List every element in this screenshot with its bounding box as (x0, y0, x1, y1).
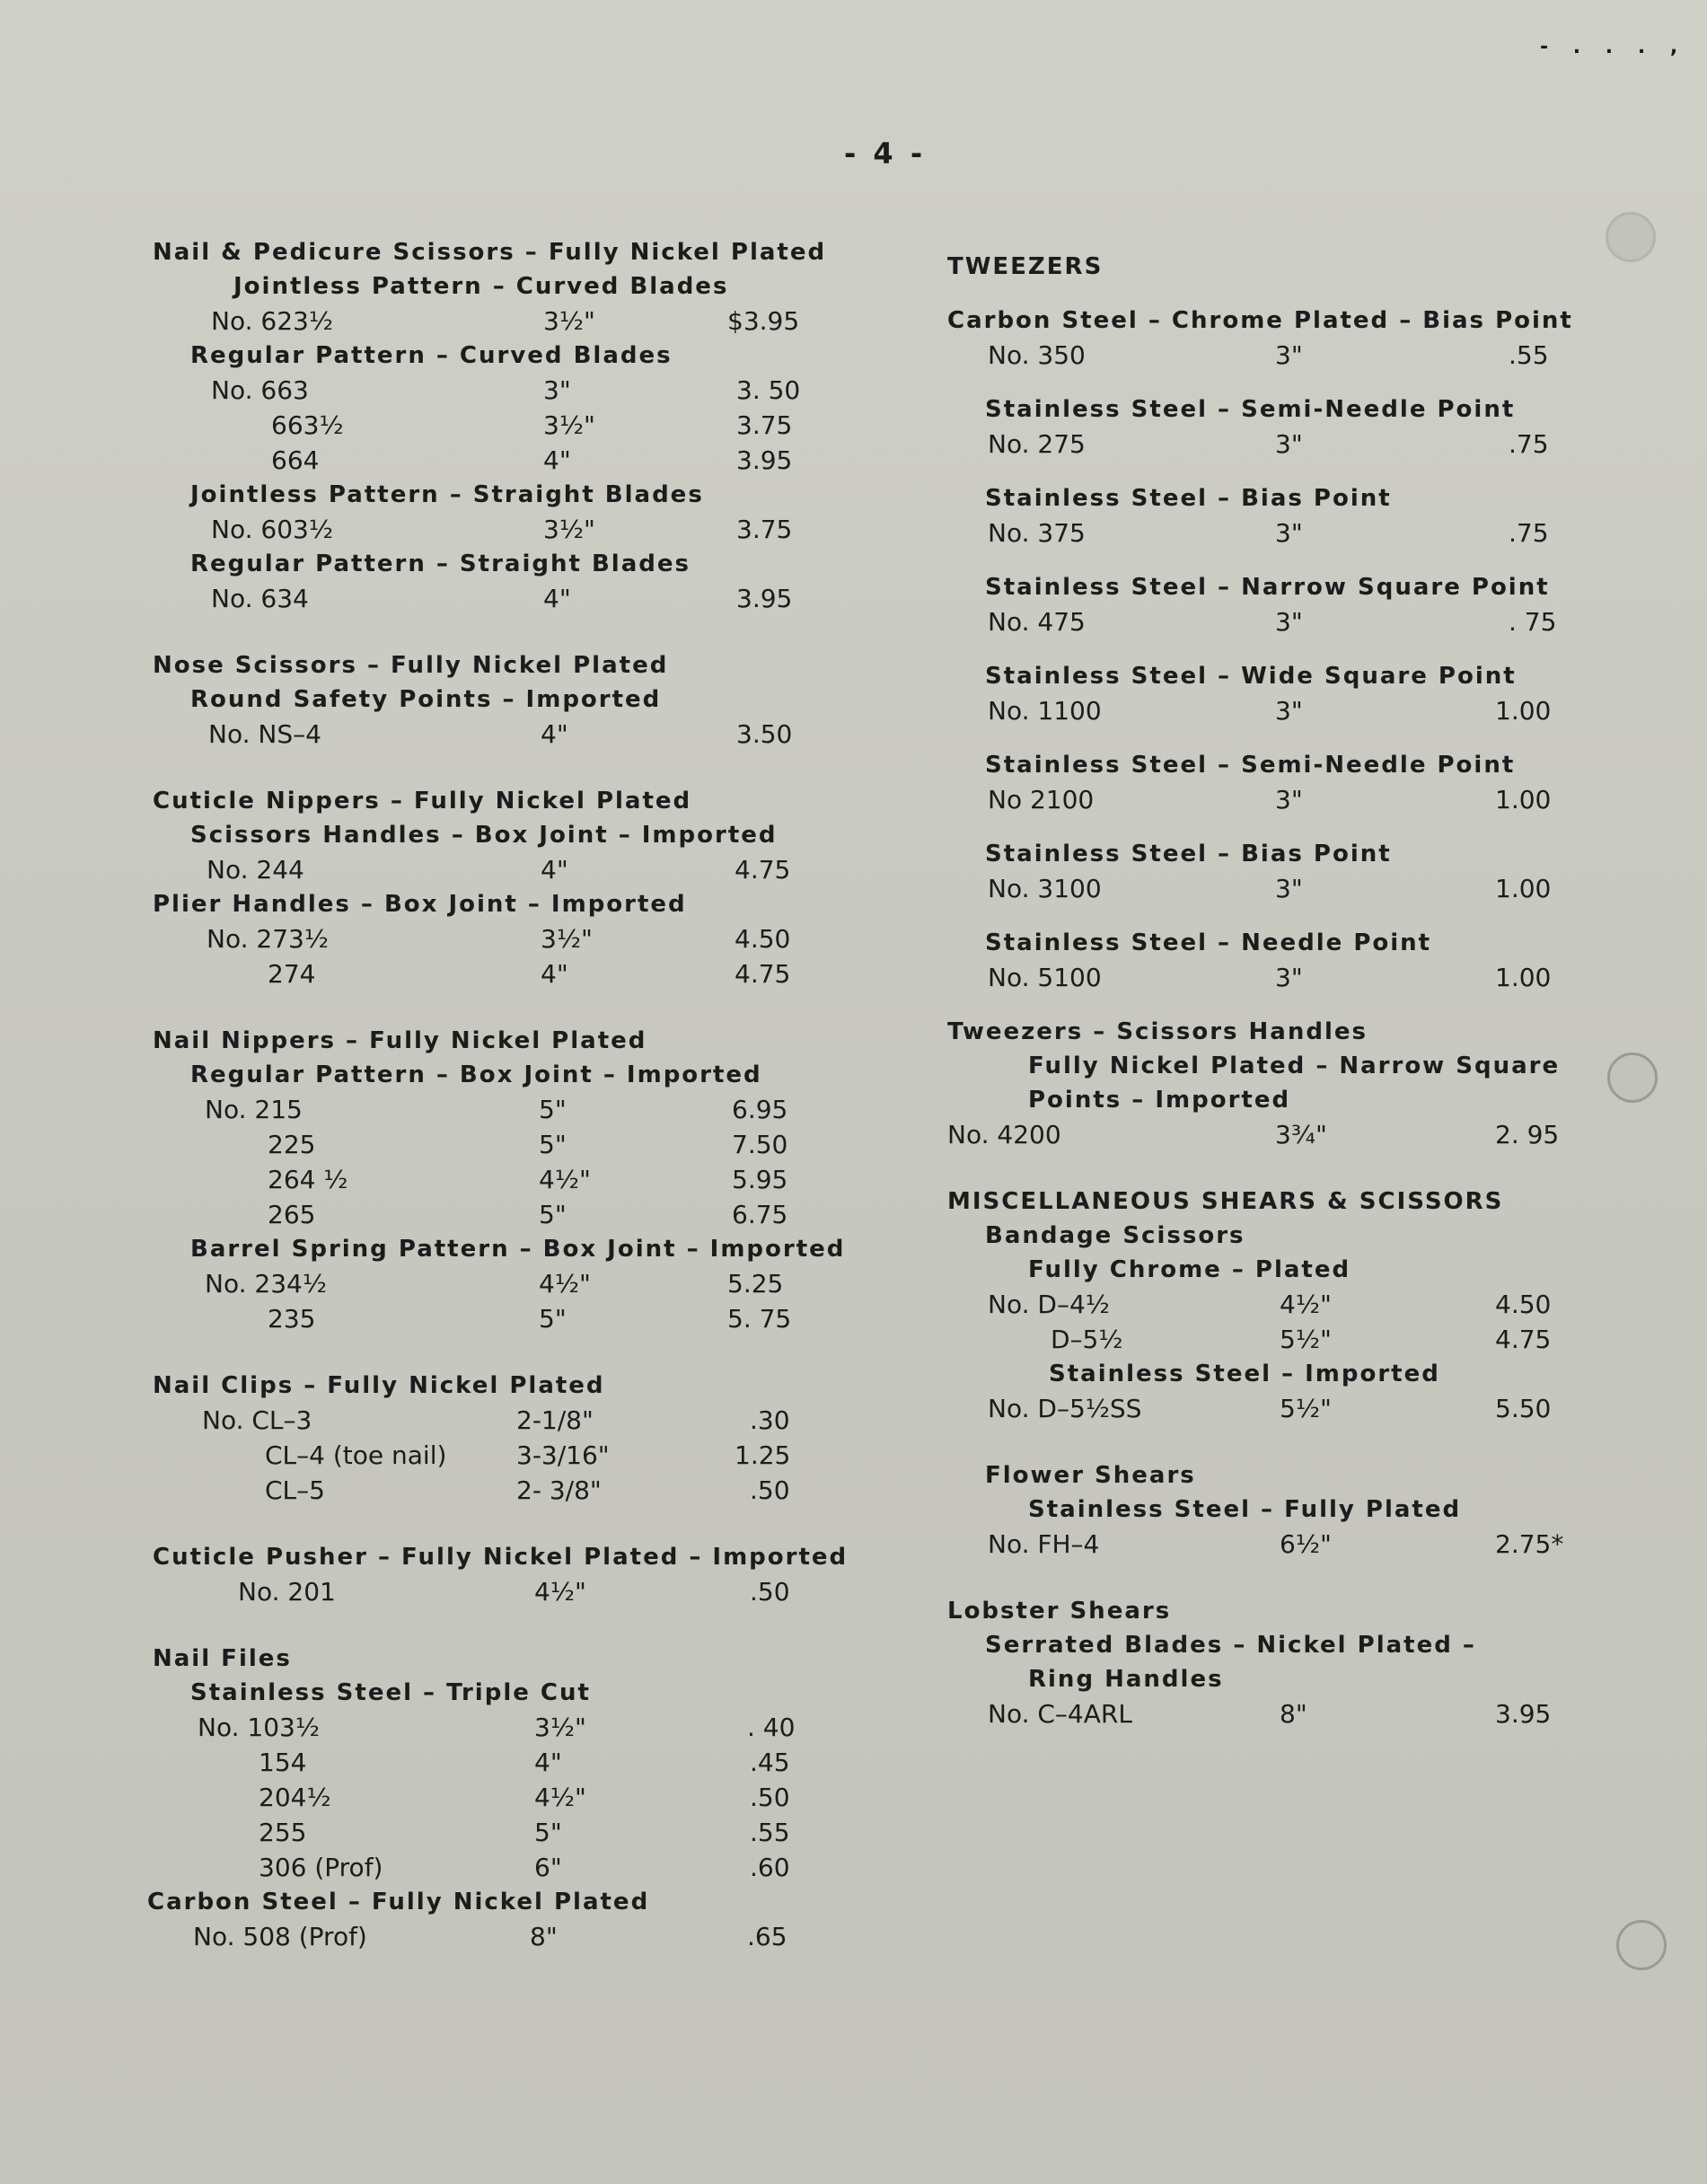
item-price: 1.25 (735, 1440, 791, 1470)
subsection-title: Carbon Steel – Fully Nickel Plated (147, 1889, 650, 1915)
item-price: . 75 (1509, 607, 1557, 637)
subsection-title: Fully Nickel Plated – Narrow Square (1028, 1052, 1561, 1079)
item-price: 4.50 (735, 924, 791, 954)
price-row (153, 921, 799, 956)
item-number: No. 244 (207, 855, 304, 885)
item-size: 3-3/16" (516, 1440, 610, 1470)
item-number: No. 508 (Prof) (193, 1922, 367, 1951)
price-row (153, 1162, 799, 1197)
item-size: 5" (539, 1130, 567, 1159)
price-row (153, 1092, 799, 1127)
price-row (153, 1197, 799, 1232)
item-price: 2.75* (1495, 1529, 1564, 1559)
item-number: No. 375 (988, 518, 1086, 548)
item-size: 4½" (539, 1165, 591, 1194)
item-size: 4½" (539, 1269, 591, 1299)
item-number: 204½ (259, 1783, 331, 1812)
subsection-title: Ring Handles (1028, 1666, 1224, 1693)
punch-hole (1606, 212, 1656, 262)
price-row (947, 1527, 1594, 1562)
item-number: 264 ½ (268, 1165, 348, 1194)
item-size: 3½" (543, 306, 595, 336)
subsection-title: Jointless Pattern – Curved Blades (233, 273, 729, 300)
item-number: 235 (268, 1304, 316, 1334)
tweezer-desc: Carbon Steel – Chrome Plated – Bias Point (947, 307, 1573, 334)
page-number: - 4 - (844, 136, 927, 171)
item-size: 3" (1275, 607, 1303, 637)
price-row (947, 604, 1594, 639)
item-price: 5.25 (727, 1269, 784, 1299)
price-row (153, 1815, 799, 1850)
price-row (153, 1919, 799, 1954)
item-number: 306 (Prof) (259, 1853, 383, 1882)
subsection-title: Stainless Steel – Fully Plated (1028, 1496, 1462, 1523)
item-number: No. 1100 (988, 696, 1102, 726)
item-price: 3.75 (736, 410, 793, 440)
item-number: No. C–4ARL (988, 1699, 1132, 1729)
item-size: 4" (541, 855, 568, 885)
price-row (947, 1391, 1594, 1426)
price-row (947, 871, 1594, 906)
item-price: 2. 95 (1495, 1120, 1560, 1149)
item-number: No. 634 (211, 584, 309, 613)
item-size: 2- 3/8" (516, 1475, 602, 1505)
item-number: No. 273½ (207, 924, 329, 954)
item-number: 154 (259, 1748, 307, 1777)
section-title: Nail Nippers – Fully Nickel Plated (153, 1027, 647, 1054)
price-row (153, 1127, 799, 1162)
item-number: D–5½ (1051, 1325, 1123, 1354)
item-price: 3.50 (736, 719, 793, 749)
price-row (947, 1117, 1594, 1152)
item-size: 3" (1275, 518, 1303, 548)
item-number: No. 215 (205, 1095, 303, 1124)
item-price: .60 (750, 1853, 790, 1882)
section-title: TWEEZERS (947, 253, 1104, 280)
subsection-title: Lobster Shears (947, 1598, 1172, 1625)
subsection-title: Scissors Handles – Box Joint – Imported (190, 822, 778, 849)
item-number: No. D–4½ (988, 1290, 1110, 1319)
section-title: Nail Clips – Fully Nickel Plated (153, 1372, 605, 1399)
subsection-title: Barrel Spring Pattern – Box Joint – Imported (190, 1236, 846, 1263)
item-price: .75 (1509, 429, 1549, 459)
tweezer-desc: Stainless Steel – Wide Square Point (985, 663, 1517, 690)
tweezer-desc: Stainless Steel – Semi-Needle Point (985, 752, 1516, 779)
item-price: 3.95 (1495, 1699, 1552, 1729)
subsection-title: Stainless Steel – Imported (1049, 1361, 1440, 1387)
item-size: 5½" (1280, 1394, 1332, 1423)
price-row (153, 1574, 799, 1609)
item-size: 5" (534, 1818, 562, 1847)
item-price: 5.50 (1495, 1394, 1552, 1423)
item-number: No. 103½ (198, 1713, 320, 1742)
item-number: No. 4200 (947, 1120, 1061, 1149)
tweezer-desc: Stainless Steel – Bias Point (985, 841, 1392, 867)
item-size: 2-1/8" (516, 1405, 594, 1435)
item-price: .50 (750, 1475, 790, 1505)
price-row (947, 960, 1594, 995)
item-size: 3" (1275, 429, 1303, 459)
item-size: 4" (541, 719, 568, 749)
item-size: 3" (543, 375, 571, 405)
item-size: 3" (1275, 696, 1303, 726)
price-row (153, 1438, 799, 1473)
subsection-title: Stainless Steel – Triple Cut (190, 1679, 591, 1706)
item-number: No. NS–4 (208, 719, 321, 749)
price-row (153, 1780, 799, 1815)
price-row (947, 1287, 1594, 1322)
price-row (153, 581, 799, 616)
right-column (947, 250, 1594, 1731)
item-price: 4.75 (1495, 1325, 1552, 1354)
item-number: No. 623½ (211, 306, 333, 336)
section-title: Cuticle Nippers – Fully Nickel Plated (153, 788, 692, 815)
section-title: Nose Scissors – Fully Nickel Plated (153, 652, 669, 679)
item-number: No. 234½ (205, 1269, 327, 1299)
subsection-title: Flower Shears (985, 1462, 1196, 1489)
section-title: Tweezers – Scissors Handles (947, 1018, 1368, 1045)
punch-hole (1616, 1920, 1667, 1970)
price-row (947, 338, 1594, 373)
left-column (147, 235, 849, 1954)
price-row (947, 427, 1594, 462)
item-price: 7.50 (732, 1130, 788, 1159)
item-number: 255 (259, 1818, 307, 1847)
tweezer-desc: Stainless Steel – Semi-Needle Point (985, 396, 1516, 423)
item-size: 3½" (543, 410, 595, 440)
item-number: CL–4 (toe nail) (265, 1440, 447, 1470)
price-row (153, 1301, 799, 1336)
price-row (153, 408, 799, 443)
price-row (153, 1473, 799, 1508)
price-row (153, 1266, 799, 1301)
subsection-title: Jointless Pattern – Straight Blades (190, 481, 704, 508)
tweezer-desc: Stainless Steel – Bias Point (985, 485, 1392, 512)
item-number: CL–5 (265, 1475, 325, 1505)
subsection-title: Regular Pattern – Curved Blades (190, 342, 673, 369)
item-price: .50 (750, 1783, 790, 1812)
item-price: .50 (750, 1577, 790, 1607)
item-price: 3.95 (736, 445, 793, 475)
item-price: 3.95 (736, 584, 793, 613)
price-row (947, 1696, 1594, 1731)
subsection-title: Regular Pattern – Box Joint – Imported (190, 1061, 762, 1088)
item-price: .30 (750, 1405, 790, 1435)
item-price: 3. 50 (736, 375, 801, 405)
item-price: .55 (750, 1818, 790, 1847)
item-price: .45 (750, 1748, 790, 1777)
item-number: No. FH–4 (988, 1529, 1100, 1559)
price-row (947, 1322, 1594, 1357)
item-size: 3" (1275, 874, 1303, 903)
subsection-title: Bandage Scissors (985, 1222, 1245, 1249)
item-size: 3" (1275, 785, 1303, 815)
price-row (153, 1403, 799, 1438)
item-number: No. 275 (988, 429, 1086, 459)
price-row (153, 956, 799, 991)
item-size: 3" (1275, 963, 1303, 992)
item-number: No. 475 (988, 607, 1086, 637)
item-size: 4" (534, 1748, 562, 1777)
item-size: 5" (539, 1095, 567, 1124)
subsection-title: Plier Handles – Box Joint – Imported (153, 891, 687, 918)
item-price: 4.50 (1495, 1290, 1552, 1319)
item-price: .65 (747, 1922, 788, 1951)
tweezer-desc: Stainless Steel – Needle Point (985, 929, 1432, 956)
item-number: No. 201 (238, 1577, 336, 1607)
section-title: Nail & Pedicure Scissors – Fully Nickel Plated (153, 239, 827, 266)
item-size: 3½" (534, 1713, 586, 1742)
item-number: No. 663 (211, 375, 309, 405)
price-row (153, 1710, 799, 1745)
item-price: .55 (1509, 340, 1549, 370)
section-title: Nail Files (153, 1645, 292, 1672)
item-size: 6½" (1280, 1529, 1332, 1559)
subsection-title: Round Safety Points – Imported (190, 686, 662, 713)
price-row (153, 717, 799, 752)
item-size: 3½" (543, 515, 595, 544)
item-number: 664 (271, 445, 320, 475)
item-number: No 2100 (988, 785, 1095, 815)
item-price: 4.75 (735, 959, 791, 989)
item-size: 3¾" (1275, 1120, 1327, 1149)
price-row (153, 304, 799, 339)
price-row (947, 515, 1594, 550)
price-row (153, 1745, 799, 1780)
item-number: No. 5100 (988, 963, 1102, 992)
price-row (153, 852, 799, 887)
price-row (153, 443, 799, 478)
section-title: Cuticle Pusher – Fully Nickel Plated – Imported (153, 1544, 849, 1571)
item-number: 274 (268, 959, 316, 989)
item-size: 4½" (534, 1783, 586, 1812)
item-price: 5. 75 (727, 1304, 792, 1334)
item-price: 4.75 (735, 855, 791, 885)
item-price: $3.95 (727, 306, 800, 336)
price-row (153, 373, 799, 408)
item-number: No. 3100 (988, 874, 1102, 903)
subsection-title: Regular Pattern – Straight Blades (190, 550, 691, 577)
item-price: 1.00 (1495, 963, 1552, 992)
item-number: 265 (268, 1200, 316, 1229)
item-price: 6.75 (732, 1200, 788, 1229)
item-size: 4½" (1280, 1290, 1332, 1319)
price-row (153, 512, 799, 547)
item-size: 4" (543, 584, 571, 613)
item-size: 5" (539, 1200, 567, 1229)
item-price: 6.95 (732, 1095, 788, 1124)
item-size: 6" (534, 1853, 562, 1882)
item-price: 5.95 (732, 1165, 788, 1194)
item-size: 8" (1280, 1699, 1307, 1729)
item-size: 5" (539, 1304, 567, 1334)
item-size: 3" (1275, 340, 1303, 370)
item-price: 1.00 (1495, 874, 1552, 903)
item-size: 5½" (1280, 1325, 1332, 1354)
item-number: No. CL–3 (202, 1405, 312, 1435)
tweezer-desc: Stainless Steel – Narrow Square Point (985, 574, 1550, 601)
section-title: MISCELLANEOUS SHEARS & SCISSORS (947, 1188, 1504, 1215)
price-row (153, 1850, 799, 1885)
item-number: 663½ (271, 410, 344, 440)
item-price: .75 (1509, 518, 1549, 548)
item-size: 4" (541, 959, 568, 989)
subsection-title: Fully Chrome – Plated (1028, 1256, 1351, 1283)
corner-mark: - . . . , (1540, 36, 1687, 58)
item-price: . 40 (747, 1713, 796, 1742)
punch-hole (1607, 1052, 1658, 1103)
item-number: No. 603½ (211, 515, 333, 544)
item-size: 3½" (541, 924, 593, 954)
price-row (947, 693, 1594, 728)
item-size: 4½" (534, 1577, 586, 1607)
item-size: 4" (543, 445, 571, 475)
subsection-title: Serrated Blades – Nickel Plated – (985, 1632, 1476, 1659)
item-number: No. D–5½SS (988, 1394, 1142, 1423)
item-price: 1.00 (1495, 785, 1552, 815)
item-price: 1.00 (1495, 696, 1552, 726)
item-number: 225 (268, 1130, 316, 1159)
subsection-title: Points – Imported (1028, 1087, 1291, 1114)
item-price: 3.75 (736, 515, 793, 544)
price-row (947, 782, 1594, 817)
item-size: 8" (530, 1922, 558, 1951)
item-number: No. 350 (988, 340, 1086, 370)
